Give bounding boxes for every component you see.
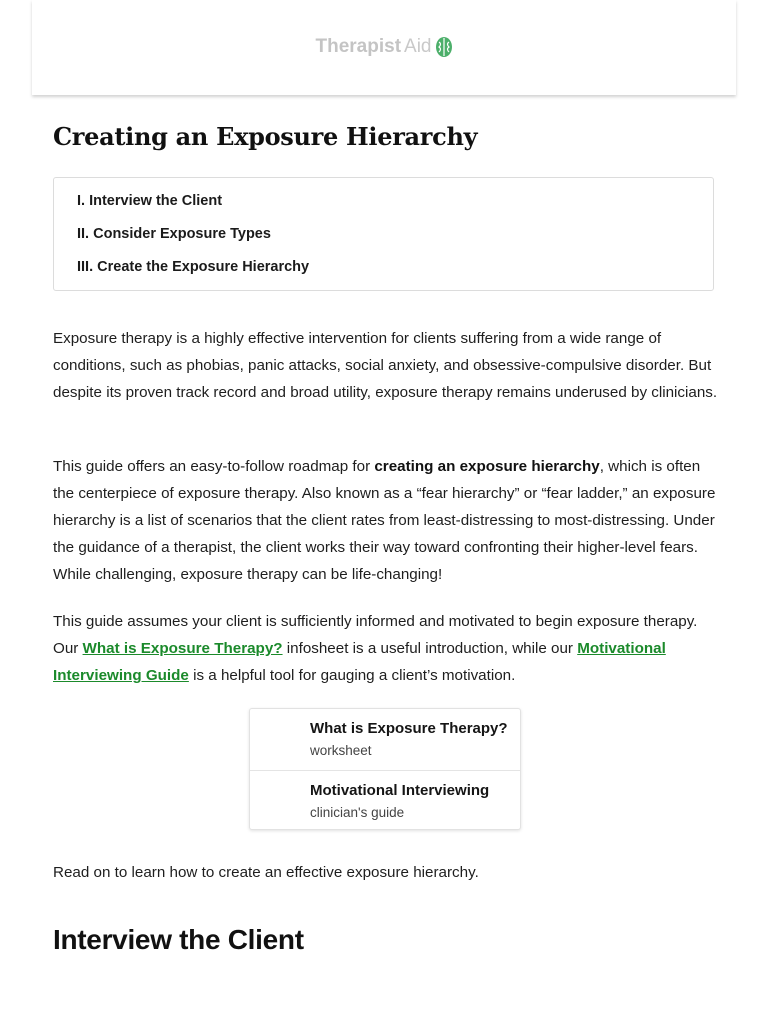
intro-paragraph-3 [53,608,721,689]
p2-bold-phrase: creating an exposure hierarchy [374,458,600,475]
logo-word-therapist: Therapist [315,35,402,57]
toc-item-exposure-types[interactable]: II. Consider Exposure Types [77,226,271,242]
intro-paragraph-2 [53,453,721,588]
resource-title: What is Exposure Therapy? [310,720,508,737]
resource-type: worksheet [310,743,372,758]
p2-text-start: This guide offers an easy-to-follow roadmap for [53,458,375,475]
related-resources [249,708,521,830]
p3-text-start: This guide assumes your client is sufficiently informed and motivated to begin exposure therapy. Our [53,613,698,657]
page-title: Creating an Exposure Hierarchy [53,122,478,151]
site-header [32,0,736,95]
resource-card-motivational-interviewing[interactable] [250,770,520,831]
p2-text-end: , which is often the centerpiece of exposure therapy. Also known as a “fear hierarchy” or “fear ladder,” an exposure hierarchy is a list of scenarios that the client rates from least-distressing to most-distressing. Under the guidance of a therapist, the client works their way toward confronting their higher-level fears. While challenging, exposure therapy can be life-changing! [53,458,716,583]
therapist-aid-logo[interactable] [316,36,453,58]
p3-text-end: is a helpful tool for gauging a client’s motivation. [188,667,516,684]
toc-item-interview[interactable]: I. Interview the Client [77,193,223,209]
outro-paragraph: Read on to learn how to create an effective exposure hierarchy. [53,864,479,881]
intro-paragraph-1: Exposure therapy is a highly effective intervention for clients suffering from a wide range of conditions, such as phobias, panic attacks, social anxiety, and obsessive-compulsive disorder. But despite its proven track record and broad utility, exposure therapy remains underused by clinicians. [53,330,718,401]
p3-text-middle: infosheet is a useful introduction, while our [282,640,578,657]
section-title-interview: Interview the Client [53,924,304,955]
resource-type: clinician's guide [310,805,405,820]
resource-card-exposure-therapy[interactable] [250,709,520,769]
brain-icon [435,36,453,58]
resource-title: Motivational Interviewing [310,782,490,799]
motivational-interviewing-guide-link[interactable]: Motivational Interviewing Guide [53,640,666,684]
logo-word-aid: Aid [404,35,432,57]
table-of-contents [53,177,714,291]
what-is-exposure-therapy-link[interactable]: What is Exposure Therapy? [82,640,283,657]
toc-item-create-hierarchy[interactable]: III. Create the Exposure Hierarchy [77,259,310,275]
